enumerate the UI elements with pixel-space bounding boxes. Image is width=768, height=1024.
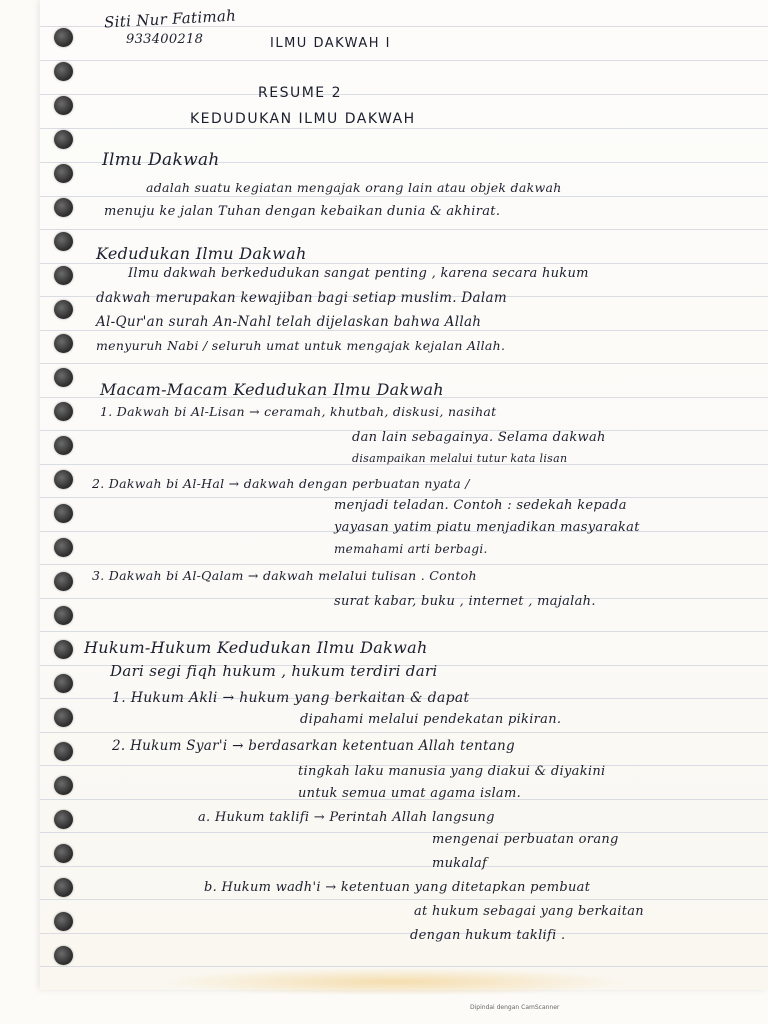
list-item: 3. Dakwah bi Al-Qalam → dakwah melalui tulisan . Contoh: [92, 568, 477, 583]
binder-hole: [54, 62, 73, 81]
ruled-line: [40, 966, 768, 967]
ruled-line: [40, 128, 768, 129]
list-item: 1. Dakwah bi Al-Lisan → ceramah, khutbah, diskusi, nasihat: [100, 404, 497, 419]
text-line: Ilmu dakwah berkedudukan sangat penting , karena secara hukum: [128, 266, 589, 281]
binder-hole: [54, 470, 73, 489]
binder-hole: [54, 402, 73, 421]
ruled-line: [40, 196, 768, 197]
text-line: menyuruh Nabi / seluruh umat untuk mengajak kejalan Allah.: [96, 338, 506, 353]
text-line: adalah suatu kegiatan mengajak orang lain atau objek dakwah: [146, 180, 562, 195]
text-line: at hukum sebagai yang berkaitan: [414, 904, 644, 919]
student-name: Siti Nur Fatimah: [103, 6, 237, 32]
text-line: dan lain sebagainya. Selama dakwah: [352, 430, 606, 445]
binder-hole: [54, 538, 73, 557]
section-heading: Kedudukan Ilmu Dakwah: [96, 244, 307, 263]
list-item: b. Hukum wadh'i → ketentuan yang ditetapkan pembuat: [204, 880, 591, 895]
text-line: Dari segi fiqh hukum , hukum terdiri dari: [110, 662, 438, 680]
ruled-line: [40, 933, 768, 934]
binder-hole: [54, 572, 73, 591]
text-line: Al-Qur'an surah An-Nahl telah dijelaskan bahwa Allah: [96, 314, 482, 330]
binder-hole: [54, 300, 73, 319]
text-line: dipahami melalui pendekatan pikiran.: [300, 712, 562, 727]
resume-title: RESUME 2: [258, 85, 342, 101]
text-line: yayasan yatim piatu menjadikan masyarakat: [334, 520, 640, 535]
text-line: dengan hukum taklifi .: [410, 928, 566, 943]
text-line: mukalaf: [432, 856, 488, 871]
text-line: dakwah merupakan kewajiban bagi setiap muslim. Dalam: [96, 290, 507, 306]
text-line: tingkah laku manusia yang diakui & diyakini: [298, 764, 606, 779]
text-line: untuk semua umat agama islam.: [298, 786, 522, 801]
binder-hole: [54, 164, 73, 183]
text-line: disampaikan melalui tutur kata lisan: [352, 452, 568, 465]
binder-hole: [54, 232, 73, 251]
binder-hole: [54, 130, 73, 149]
ruled-line: [40, 732, 768, 733]
binder-hole: [54, 334, 73, 353]
list-item: 2. Dakwah bi Al-Hal → dakwah dengan perbuatan nyata /: [92, 476, 470, 491]
student-id: 933400218: [126, 32, 204, 47]
ruled-line: [40, 832, 768, 833]
binder-hole: [54, 96, 73, 115]
binder-hole: [54, 266, 73, 285]
ruled-line: [40, 263, 768, 264]
section-heading: Ilmu Dakwah: [102, 150, 220, 170]
binder-hole: [54, 674, 73, 693]
binder-hole: [54, 504, 73, 523]
binder-hole: [54, 708, 73, 727]
binder-hole: [54, 912, 73, 931]
course-title: ILMU DAKWAH I: [270, 36, 391, 51]
ruled-line: [40, 330, 768, 331]
ruled-line: [40, 229, 768, 230]
binder-hole: [54, 28, 73, 47]
binder-hole: [54, 436, 73, 455]
paper-sheet: [40, 0, 768, 990]
binder-hole: [54, 776, 73, 795]
ruled-line: [40, 631, 768, 632]
text-line: menuju ke jalan Tuhan dengan kebaikan dunia & akhirat.: [104, 204, 501, 219]
section-heading: Macam-Macam Kedudukan Ilmu Dakwah: [100, 380, 444, 399]
ruled-line: [40, 363, 768, 364]
binder-hole: [54, 946, 73, 965]
binder-hole: [54, 810, 73, 829]
text-line: mengenai perbuatan orang: [432, 832, 619, 847]
ruled-line: [40, 564, 768, 565]
paper-stain: [160, 968, 630, 996]
binder-hole: [54, 198, 73, 217]
binder-hole: [54, 878, 73, 897]
list-item: 2. Hukum Syar'i → berdasarkan ketentuan Allah tentang: [112, 738, 515, 754]
ruled-line: [40, 899, 768, 900]
list-item: a. Hukum taklifi → Perintah Allah langsung: [198, 810, 495, 825]
ruled-line: [40, 866, 768, 867]
text-line: surat kabar, buku , internet , majalah.: [334, 594, 596, 609]
binder-hole: [54, 368, 73, 387]
ruled-line: [40, 60, 768, 61]
ruled-line: [40, 94, 768, 95]
text-line: memahami arti berbagi.: [334, 542, 488, 556]
binder-hole: [54, 844, 73, 863]
scanner-watermark: Dipindai dengan CamScanner: [470, 1004, 560, 1011]
binder-hole: [54, 742, 73, 761]
binder-hole: [54, 640, 73, 659]
topic-title: KEDUDUKAN ILMU DAKWAH: [190, 111, 416, 127]
text-line: menjadi teladan. Contoh : sedekah kepada: [334, 498, 627, 513]
list-item: 1. Hukum Akli → hukum yang berkaitan & dapat: [112, 690, 470, 706]
binder-hole: [54, 606, 73, 625]
section-heading: Hukum-Hukum Kedudukan Ilmu Dakwah: [84, 638, 428, 657]
